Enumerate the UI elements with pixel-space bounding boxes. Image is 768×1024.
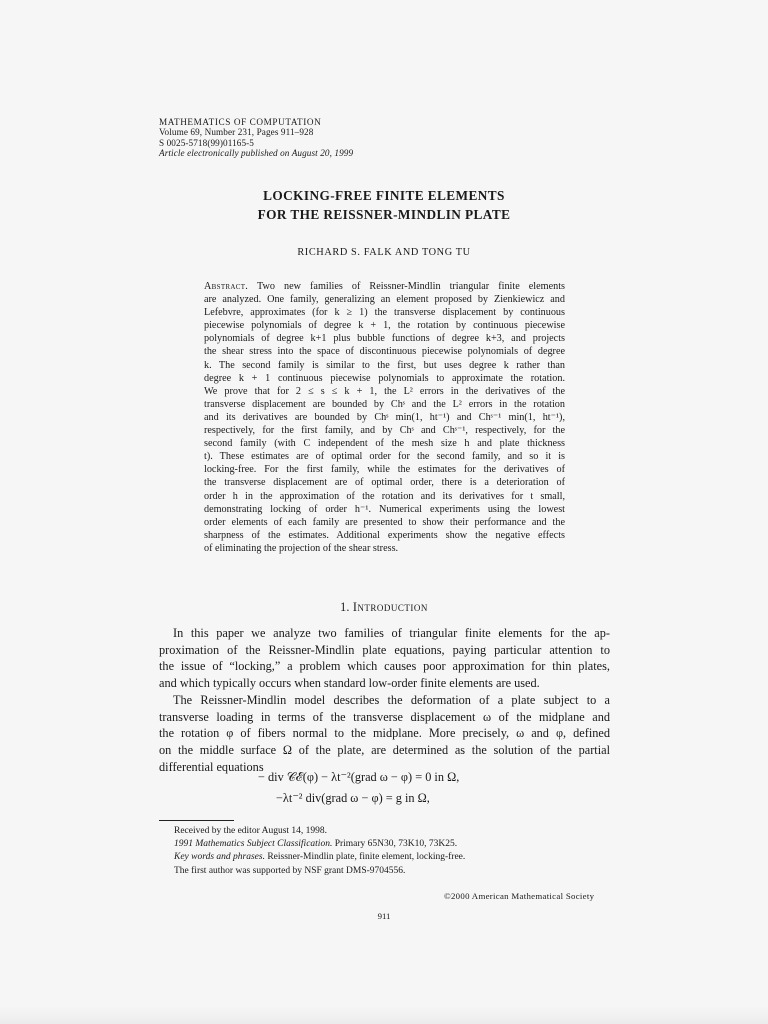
page-bottom-edge xyxy=(0,1006,768,1024)
section-title: Introduction xyxy=(352,600,428,614)
footnote-keywords xyxy=(174,851,465,864)
journal-issn: S 0025-5718(99)01165-5 xyxy=(159,137,255,148)
equation-1: − div 𝒞ℰ(φ) − λt⁻²(grad ω − φ) = 0 in Ω, xyxy=(258,770,460,784)
journal-published: Article electronically published on August 20, 1999 xyxy=(159,148,354,159)
footnote-msc xyxy=(174,838,465,851)
abstract-line: order h in the approximation of the rotation and its derivatives for t small, xyxy=(204,490,565,502)
abstract-line: t). These estimates are of optimal order for the second family, and so it is xyxy=(204,451,565,463)
abstract-line: sharpness of the estimates. Additional experiments show the negative effects xyxy=(204,529,565,541)
abstract xyxy=(204,280,565,555)
body-line: proximation of the Reissner-Mindlin plate equations, paying particular attention to xyxy=(159,642,610,657)
body-line: and which typically occurs when standard low-order finite elements are used. xyxy=(159,676,540,691)
abstract-line: and its derivatives are bounded by Chˢ min(1, ht⁻¹) and Chˢ⁻¹ min(1, ht⁻¹), xyxy=(204,411,565,423)
footnote-received: Received by the editor August 14, 1998. xyxy=(174,826,328,836)
paper-title xyxy=(0,186,768,224)
abstract-line: order elements of each family are presented to show their performance and the xyxy=(204,516,565,528)
abstract-line: are analyzed. One family, generalizing an element proposed by Zienkiewicz and xyxy=(204,294,565,306)
page-number: 911 xyxy=(377,911,391,921)
abstract-line: respectively, for the first family, and by Chˢ and Chˢ⁻¹, respectively, for the xyxy=(204,425,565,437)
body-line: the rotation φ of fibers normal to the midplane. More precisely, ω and φ, defined xyxy=(159,726,610,741)
body-line: the issue of “locking,” a problem which causes poor approximation for thin plates, xyxy=(159,659,610,674)
section-number: 1. xyxy=(340,600,350,614)
body-line: The Reissner-Mindlin model describes the deformation of a plate subject to a xyxy=(173,692,610,707)
abstract-line: Lefebvre, approximates (for k ≥ 1) the transverse displacement by continuous xyxy=(204,307,565,319)
paper-title-line1: LOCKING-FREE FINITE ELEMENTS xyxy=(263,188,505,203)
abstract-line: the shear stress into the space of discontinuous piecewise polynomials of degree xyxy=(204,346,565,358)
abstract-line: degree k + 1 continuous piecewise polynomials to approximate the rotation. xyxy=(204,372,565,384)
body-line: In this paper we analyze two families of triangular finite elements for the ap- xyxy=(173,626,610,640)
footnote-msc-value: Primary 65N30, 73K10, 73K25. xyxy=(332,839,458,850)
journal-name: MATHEMATICS OF COMPUTATION xyxy=(159,117,322,127)
abstract-label: Abstract. xyxy=(204,281,249,292)
footnote-divider xyxy=(159,820,234,821)
body-line: on the middle surface Ω of the plate, are determined as the solution of the partial xyxy=(159,742,610,757)
abstract-line: Abstract. Two new families of Reissner-Mindlin triangular finite elements xyxy=(204,281,565,292)
equation-2: −λt⁻² div(grad ω − φ) = g in Ω, xyxy=(276,791,430,805)
abstract-line: second family (with C independent of the mesh size h and plate thickness xyxy=(204,438,565,450)
body-line: differential equations xyxy=(159,759,264,774)
journal-header xyxy=(159,117,353,159)
body-text xyxy=(159,625,610,775)
footnote-keywords-value: Reissner-Mindlin plate, finite element, locking-free. xyxy=(264,852,466,863)
section-heading xyxy=(0,600,768,615)
copyright-notice: ©2000 American Mathematical Society xyxy=(444,891,595,901)
paper-authors: RICHARD S. FALK AND TONG TU xyxy=(297,247,471,258)
footnote-keywords-label: Key words and phrases. xyxy=(174,852,265,863)
abstract-line: polynomials of degree k+1 plus bubble functions of degree k+3, and projects xyxy=(204,333,565,345)
journal-volume: Volume 69, Number 231, Pages 911–928 xyxy=(159,127,314,138)
footnote-msc-label: 1991 Mathematics Subject Classification. xyxy=(174,839,333,850)
footnote-support: The first author was supported by NSF grant DMS-9704556. xyxy=(174,865,406,876)
abstract-line: piecewise polynomials of degree k + 1, the rotation by continuous piecewise xyxy=(204,320,565,332)
paper-title-line2: FOR THE REISSNER-MINDLIN PLATE xyxy=(257,207,511,222)
body-line: transverse loading in terms of the transverse displacement ω of the midplane and xyxy=(159,709,610,724)
abstract-line: locking-free. For the first family, while the estimates for the derivatives of xyxy=(204,464,565,476)
abstract-line: k. The second family is similar to the first, but uses degree k rather than xyxy=(204,359,565,371)
abstract-line: We prove that for 2 ≤ s ≤ k + 1, the L² errors in the derivatives of the xyxy=(204,385,565,397)
abstract-line: transverse displacement are bounded by Chˢ and the L² errors in the rotation xyxy=(204,398,565,410)
abstract-line: of eliminating the projection of the shear stress. xyxy=(204,542,399,554)
footnotes xyxy=(174,825,465,878)
abstract-line: the transverse displacement are of optimal order, there is a deterioration of xyxy=(204,477,565,489)
abstract-line: demonstrating locking of order h⁻¹. Numerical experiments using the lowest xyxy=(204,503,565,515)
